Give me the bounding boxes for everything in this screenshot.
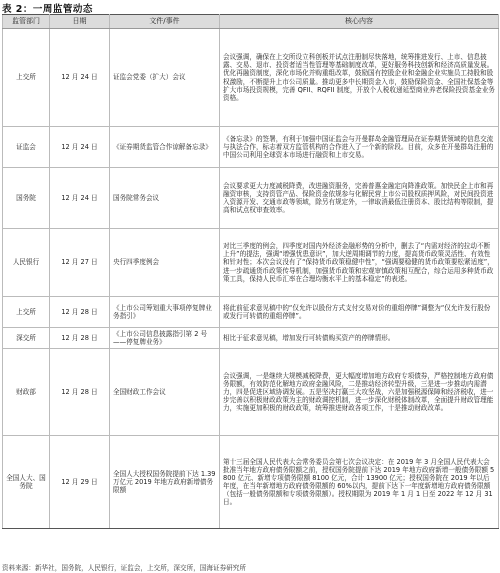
cell-org: 上交所 [3, 297, 50, 328]
cell-doc: 央行四季度例会 [110, 229, 220, 297]
table-title: 表 2：一周监管动态 [2, 4, 93, 15]
cell-org: 深交所 [3, 328, 50, 349]
regulatory-table [2, 14, 499, 529]
cell-org: 财政部 [3, 349, 50, 436]
cell-org: 上交所 [3, 29, 50, 127]
cell-org: 证监会 [3, 127, 50, 168]
table-row [3, 297, 499, 328]
cell-org: 人民银行 [3, 229, 50, 297]
table-row [3, 436, 499, 529]
cell-date: 12 月 27 日 [50, 229, 110, 297]
cell-content: 会议要求更大力度减税降费，改进融资服务，完善普惠金融定向降准政策。加快民企上市和再融资审核，支持资管产品、保险资金依规参与化解民营上市公司股权质押风险，对民间投资进入资源开发、交通市政等领域，除另有规定外，一律取消最低注册资本、股比结构等限制，提高和试点权审查效率。 [220, 168, 499, 229]
cell-date: 12 月 24 日 [50, 168, 110, 229]
cell-date: 12 月 24 日 [50, 127, 110, 168]
cell-doc: 《上市公司筹划重大事项停复牌业务指引》 [110, 297, 220, 328]
cell-content: 第十三届全国人民代表大会常务委员会第七次会议决定：在 2019 年 3 月全国人民代表大会批准当年地方政府债务限额之前，授权国务院提前下达 2019 年地方政府新增一般债务限额 5800 亿元、新增专项债务限额 8100 亿元，合计 13900 亿元；授权国务院在 2019 年以后年度，在当年新增地方政府债务限额的 60%以内，提前下达下一年度新增地方政府债务限额（包括一般债务限额和专项债务限额）。授权期限为 2019 年 1 月 1 日至 2022 年 12 月 31 日。 [220, 436, 499, 529]
header-content: 核心内容 [220, 15, 499, 29]
cell-doc: 《证券期货监管合作谅解备忘录》 [110, 127, 220, 168]
table-row [3, 229, 499, 297]
table-row [3, 29, 499, 127]
cell-content: 《备忘录》的签署，有利于加强中国证监会与开曼群岛金融管理局在证券期货领域的信息交流与执法合作，标志着双方监管机构的合作进入了一个新的阶段。目前，众多在开曼群岛注册的中国公司利用全球资本市场进行融资和上市交易。 [220, 127, 499, 168]
cell-doc: 《上市公司信息披露指引第 2 号——停复牌业务》 [110, 328, 220, 349]
table-row [3, 349, 499, 436]
source-note: 资料来源：新华社，国务院，人民银行，证监会，上交所，深交所，国海证券研究所 [2, 564, 246, 572]
cell-doc: 证监会党委（扩大）会议 [110, 29, 220, 127]
table-row [3, 328, 499, 349]
cell-date: 12 月 29 日 [50, 436, 110, 529]
cell-date: 12 月 28 日 [50, 328, 110, 349]
table-header-row [3, 15, 499, 29]
cell-content: 会议强调，确保在上交所设立科创板并试点注册制尽快落地，统筹推进发行、上市、信息披露、交易、退市、投资者适当性管理等基础制度改革，更好服务科技创新和经济高质量发展。优化再融资制度，深化市场化并购重组改革，鼓励国有控股企业和金融企业实施员工持股和股权激励，不断提升上市公司质量。推动更多中长期资金入市，鼓励保险资金、全国社保基金等扩大市场投资规模，完善 QFII、RQFII 制度，开放个人税收递延型商业养老保险投资基金业务资格。 [220, 29, 499, 127]
cell-date: 12 月 28 日 [50, 297, 110, 328]
cell-content: 对比三季度的例会，四季度对国内外经济金融形势的分析中，删去了“内需对经济的拉动不断上升”的提法，强调“增强忧患意识”，加大逆周期调节的力度，提高货币政策灵活性、有效性和针对性；本次会议没有了“保持货币政策稳健中性”，“强调要稳健的货币政策要松紧适度”，进一步疏通货币政策传导机制，加强货币政策和宏观审慎政策相互配合，综合运用多种货币政策工具，保持人民币汇率在合理均衡水平上的基本稳定”的表述。 [220, 229, 499, 297]
cell-content: 相比于征求意见稿，增加发行可转债购买资产的停牌情形。 [220, 328, 499, 349]
cell-date: 12 月 24 日 [50, 29, 110, 127]
cell-doc: 全国人大授权国务院提前下达 1.39 万亿元 2019 年地方政府新增债务限额 [110, 436, 220, 529]
cell-content: 将此前征求意见稿中的“仅允许以股份方式支付交易对价的重组停牌”调整为“仅允许发行股份或发行可转债的重组停牌”。 [220, 297, 499, 328]
header-org: 监管部门 [3, 15, 50, 29]
cell-content: 会议强调，一是继续大规模减税降费，更大幅度增加地方政府专项债券，严格控制地方政府债务限额，有效防范化解地方政府金融风险，二是推动经济转型升级，三是进一步推动内需潜力，四是促进区域协调发展。五是坚决打赢三大攻坚战，六是加强税源保障和经济税收，进一步完善以积极财政政策为主的财政调控机制，进一步深化财税体制改革，全面提升财政管理能力，实施更加积极的财政政策，统筹推进财政各项工作，十是推动财政改革。 [220, 349, 499, 436]
cell-doc: 国务院常务会议 [110, 168, 220, 229]
table-row [3, 168, 499, 229]
cell-doc: 全国财政工作会议 [110, 349, 220, 436]
cell-date: 12 月 28 日 [50, 349, 110, 436]
cell-org: 国务院 [3, 168, 50, 229]
cell-org: 全国人大、国务院 [3, 436, 50, 529]
header-doc: 文件/事件 [110, 15, 220, 29]
header-date: 日期 [50, 15, 110, 29]
table-row [3, 127, 499, 168]
